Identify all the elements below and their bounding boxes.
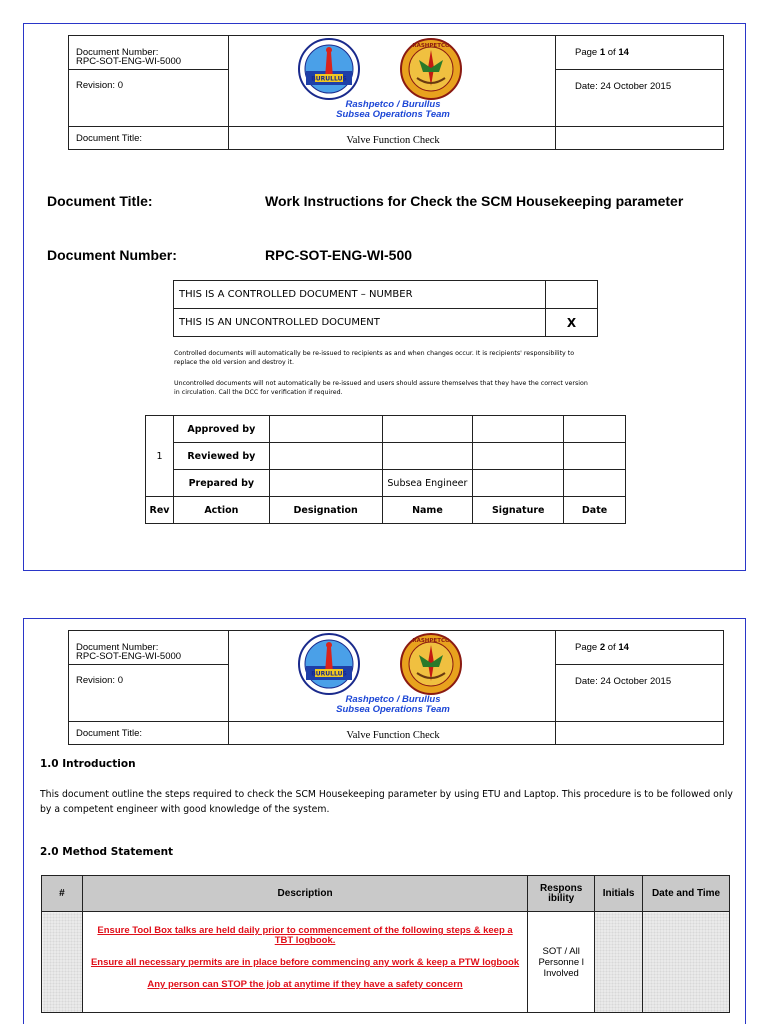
uncontrolled-document-row: THIS IS AN UNCONTROLLED DOCUMENT xyxy=(174,309,546,337)
uncontrolled-note: Uncontrolled documents will not automatically be re-issued and users should assure themselves that they have the correct version in circulation. Call the DCC for verification if required. xyxy=(174,380,588,396)
burullus-logo xyxy=(297,633,361,695)
page-indicator: Page 2 of 14 xyxy=(575,642,629,653)
date-label: Date: 24 October 2015 xyxy=(575,81,672,92)
doc-title-value: Valve Function Check xyxy=(346,135,440,146)
revision-label: Revision: 0 xyxy=(76,80,123,91)
col-action: Action xyxy=(173,497,269,524)
control-status-table xyxy=(173,280,598,337)
prepared-name: Subsea Engineer xyxy=(382,470,473,497)
intro-text: This document outline the steps required to check the SCM Housekeeping parameter by using ETU and Laptop. This procedure is to be followed only by a competent engineer with good knowledge of the system. xyxy=(40,789,733,815)
safety-line: Ensure Tool Box talks are held daily prior to commencement of the following steps & keep a TBT logbook. xyxy=(97,925,513,946)
revision-label: Revision: 0 xyxy=(76,675,123,686)
responsibility-cell: SOT / All Personne l Involved xyxy=(528,912,595,1013)
controlled-note: Controlled documents will automatically be re-issued to recipients as and when changes occur. It is recipients' responsibility to replace the old version and destroy it. xyxy=(174,350,575,366)
team-name: Rashpetco / Burullus Subsea Operations Team xyxy=(336,99,450,120)
col-date-time: Date and Time xyxy=(643,876,730,912)
page-header xyxy=(68,35,724,150)
doc-title-heading: Document Title: xyxy=(47,193,153,209)
rev-value: 1 xyxy=(146,416,174,497)
safety-description xyxy=(82,912,527,1013)
doc-title-text: Work Instructions for Check the SCM Housekeeping parameter xyxy=(265,193,684,209)
team-name: Rashpetco / Burullus Subsea Operations Team xyxy=(336,694,450,715)
page-indicator: Page 1 of 14 xyxy=(575,47,629,58)
col-name: Name xyxy=(382,497,473,524)
doc-title-label: Document Title: xyxy=(76,133,142,144)
svg-text:RASHPETCO: RASHPETCO xyxy=(412,43,450,49)
col-rev: Rev xyxy=(146,497,174,524)
rashpetco-logo xyxy=(399,38,463,100)
svg-text:RASHPETCO: RASHPETCO xyxy=(412,638,450,644)
initials-cell xyxy=(595,912,643,1013)
uncontrolled-mark: X xyxy=(546,309,598,337)
col-responsibility: Respons ibility xyxy=(528,876,595,912)
col-description: Description xyxy=(82,876,527,912)
controlled-mark-cell xyxy=(546,281,598,309)
intro-heading: 1.0 Introduction xyxy=(40,758,136,770)
document-page-1 xyxy=(23,23,746,571)
doc-title-value: Valve Function Check xyxy=(346,730,440,741)
col-date: Date xyxy=(564,497,626,524)
controlled-document-row: THIS IS A CONTROLLED DOCUMENT – NUMBER xyxy=(174,281,546,309)
col-initials: Initials xyxy=(595,876,643,912)
col-designation: Designation xyxy=(269,497,382,524)
method-heading: 2.0 Method Statement xyxy=(40,846,174,858)
doc-title-label: Document Title: xyxy=(76,728,142,739)
doc-number-label: Document Number: RPC-SOT-ENG-WI-5000 xyxy=(76,642,182,662)
document-page-2 xyxy=(23,618,746,1024)
svg-text:BURULLUS: BURULLUS xyxy=(311,670,347,678)
approval-table xyxy=(145,415,626,524)
doc-number-heading: Document Number: xyxy=(47,247,177,263)
col-signature: Signature xyxy=(473,497,564,524)
row-number-cell xyxy=(42,912,83,1013)
date-label: Date: 24 October 2015 xyxy=(575,676,672,687)
date-time-cell xyxy=(643,912,730,1013)
rashpetco-logo xyxy=(399,633,463,695)
burullus-logo xyxy=(297,38,361,100)
col-number: # xyxy=(42,876,83,912)
svg-text:BURULLUS: BURULLUS xyxy=(311,75,347,83)
method-statement-table xyxy=(41,875,730,1013)
doc-number-text: RPC-SOT-ENG-WI-500 xyxy=(265,247,413,263)
safety-line: Any person can STOP the job at anytime if they have a safety concern xyxy=(147,979,463,990)
page-header xyxy=(68,630,724,745)
safety-line: Ensure all necessary permits are in place before commencing any work & keep a PTW logbook xyxy=(90,957,520,968)
doc-number-label: Document Number: RPC-SOT-ENG-WI-5000 xyxy=(76,47,182,67)
approved-by-label: Approved by xyxy=(173,416,269,443)
prepared-by-label: Prepared by xyxy=(173,470,269,497)
reviewed-by-label: Reviewed by xyxy=(173,443,269,470)
